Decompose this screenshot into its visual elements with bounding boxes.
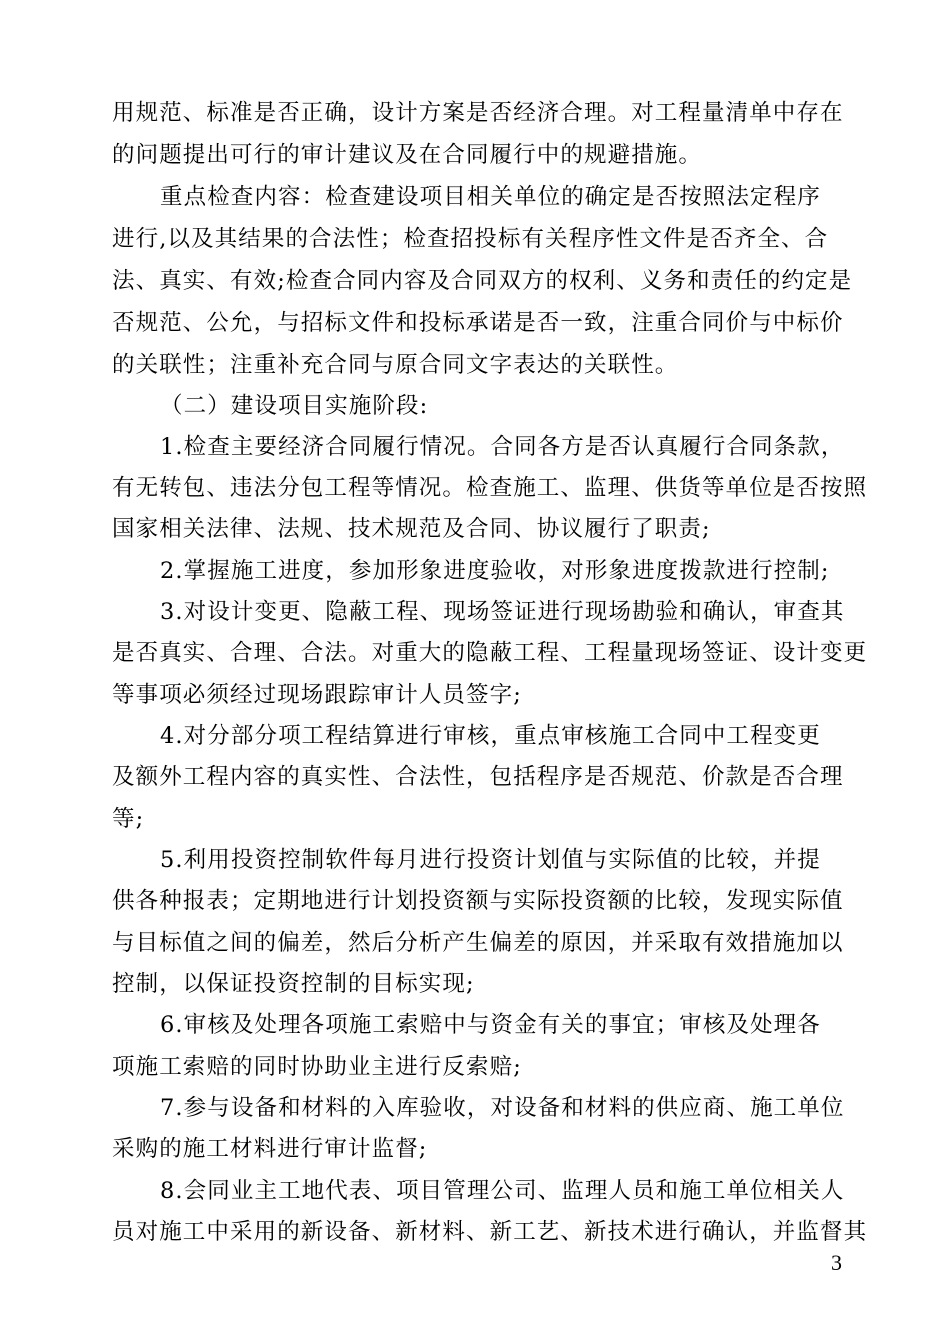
text-line: 采购的施工材料进行审计监督;: [112, 1136, 428, 1162]
text-line: 进行,以及其结果的合法性；检查招投标有关程序性文件是否齐全、合: [112, 226, 829, 252]
text-line: 的问题提出可行的审计建议及在合同履行中的规避措施。: [112, 142, 703, 168]
page-number: 3: [831, 1250, 842, 1275]
text-line: 及额外工程内容的真实性、合法性，包括程序是否规范、价款是否合理: [112, 764, 844, 790]
text-line: 是否真实、合理、合法。对重大的隐蔽工程、工程量现场签证、设计变更: [112, 640, 868, 666]
text-line: 5.利用投资控制软件每月进行投资计划值与实际值的比较，并提: [160, 847, 821, 873]
section-heading: （二）建设项目实施阶段:: [160, 393, 429, 419]
text-line: 有无转包、违法分包工程等情况。检查施工、监理、供货等单位是否按照: [112, 475, 868, 501]
text-line: 的关联性；注重补充合同与原合同文字表达的关联性。: [112, 352, 679, 378]
text-line: 重点检查内容：检查建设项目相关单位的确定是否按照法定程序: [160, 184, 821, 210]
text-line: 6.审核及处理各项施工索赔中与资金有关的事宜；审核及处理各: [160, 1012, 821, 1038]
text-line: 4.对分部分项工程结算进行审核，重点审核施工合同中工程变更: [160, 723, 821, 749]
text-line: 控制，以保证投资控制的目标实现;: [112, 971, 475, 997]
text-line: 等;: [112, 806, 145, 832]
text-line: 用规范、标准是否正确，设计方案是否经济合理。对工程量清单中存在: [112, 100, 844, 126]
text-line: 等事项必须经过现场跟踪审计人员签字;: [112, 682, 522, 708]
text-line: 3.对设计变更、隐蔽工程、现场签证进行现场勘验和确认，审查其: [160, 599, 845, 625]
text-line: 1.检查主要经济合同履行情况。合同各方是否认真履行合同条款，: [160, 434, 845, 460]
text-line: 8.会同业主工地代表、项目管理公司、监理人员和施工单位相关人: [160, 1178, 845, 1204]
text-line: 员对施工中采用的新设备、新材料、新工艺、新技术进行确认，并监督其: [112, 1219, 868, 1245]
text-line: 供各种报表；定期地进行计划投资额与实际投资额的比较，发现实际值: [112, 888, 844, 914]
text-line: 项施工索赔的同时协助业主进行反索赔;: [112, 1054, 522, 1080]
text-line: 与目标值之间的偏差，然后分析产生偏差的原因，并采取有效措施加以: [112, 930, 844, 956]
text-line: 7.参与设备和材料的入库验收，对设备和材料的供应商、施工单位: [160, 1095, 845, 1121]
text-line: 否规范、公允，与招标文件和投标承诺是否一致，注重合同价与中标价: [112, 310, 844, 336]
text-line: 2.掌握施工进度，参加形象进度验收，对形象进度拨款进行控制;: [160, 558, 830, 584]
text-line: 法、真实、有效;检查合同内容及合同双方的权利、义务和责任的约定是: [112, 268, 853, 294]
text-line: 国家相关法律、法规、技术规范及合同、协议履行了职责;: [112, 516, 711, 542]
